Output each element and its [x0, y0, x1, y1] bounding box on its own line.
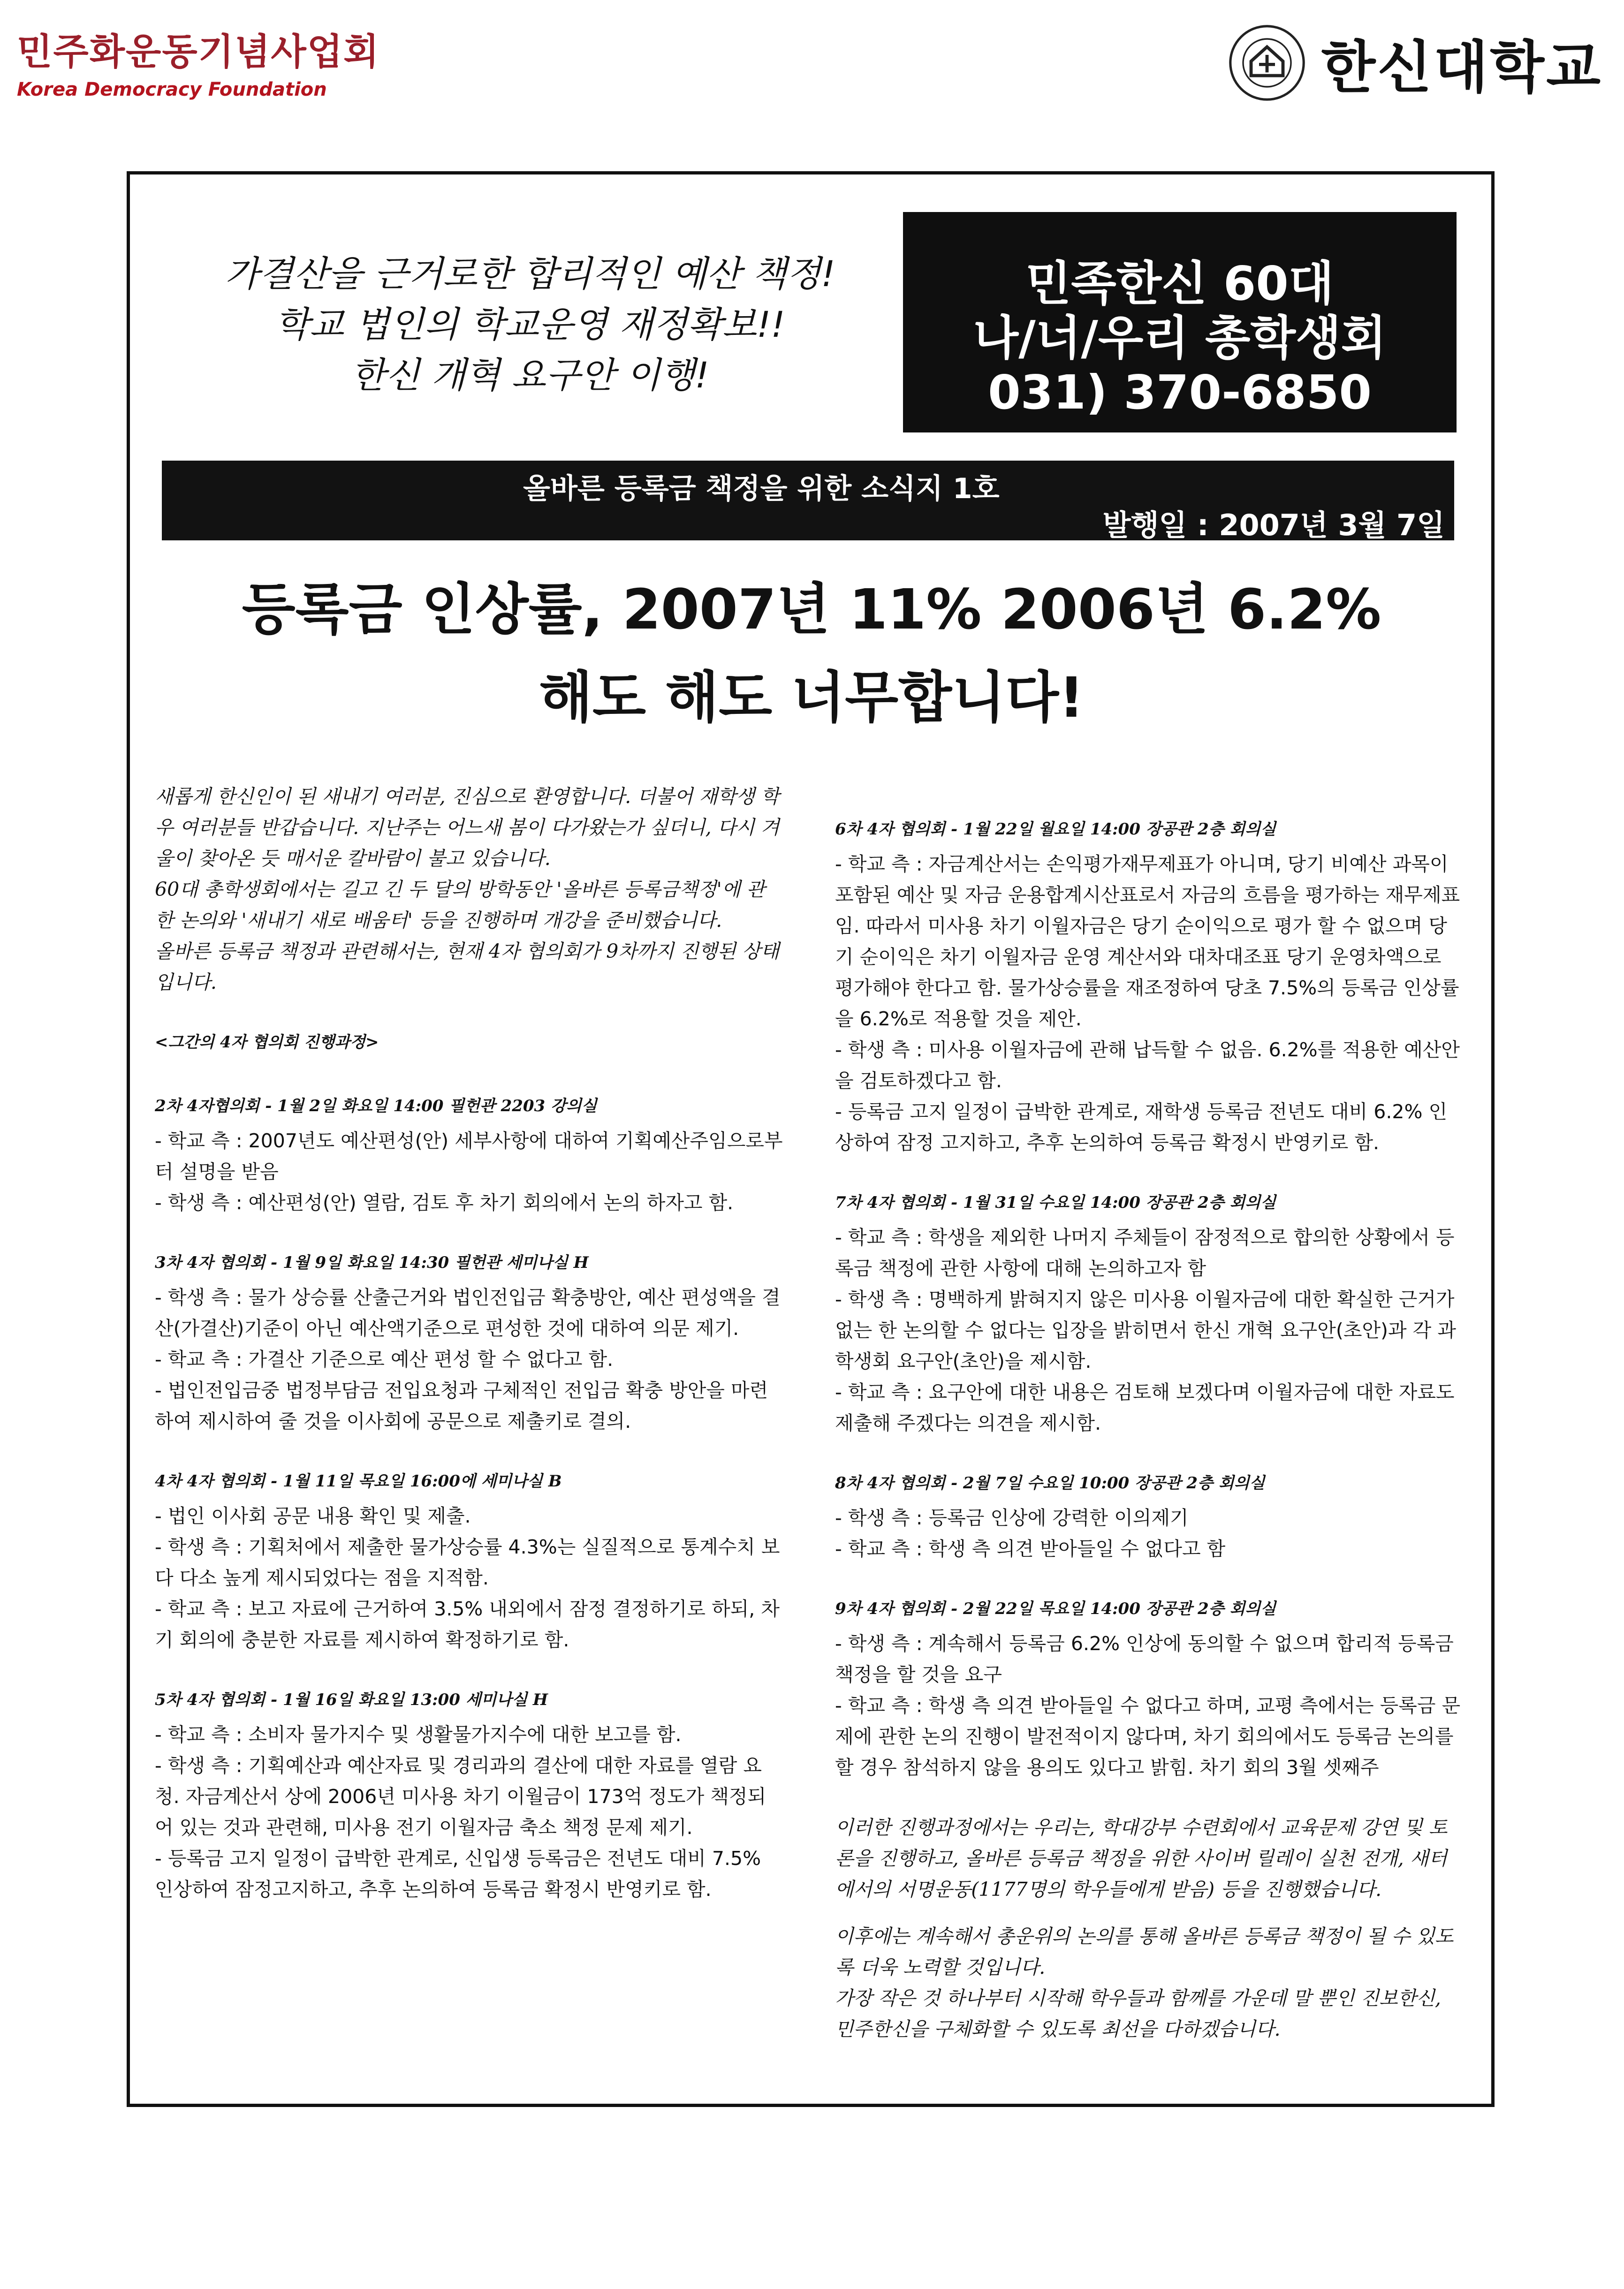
- right-logo-korean: 한신대학교: [1321, 35, 1602, 100]
- meeting-title: 2차 4자협의회 - 1월 2일 화요일 14:00 필헌관 2203 강의실: [155, 1097, 597, 1115]
- meeting-title: 9차 4자 협의회 - 2월 22일 목요일 14:00 장공관 2층 회의실: [835, 1599, 1276, 1618]
- meeting-title: 8차 4자 협의회 - 2월 7일 수요일 10:00 장공관 2층 회의실: [835, 1474, 1265, 1493]
- meeting-line: - 학교 측 : 학생 측 의견 받아들일 수 없다고 하며, 교평 측에서는 등록금 문제에 관한 논의 진행이 발전적이지 않다며, 차기 회의에서도 등록금 논의를 할 경우 참석하지 않을 용의도 있다고 밝힘. 차기 회의 3월 셋째주: [835, 1694, 1461, 1779]
- meeting-line: - 학생 측 : 미사용 이월자금에 관해 납득할 수 없음. 6.2%를 적용한 예산안을 검토하겠다고 함.: [835, 1038, 1460, 1092]
- meeting-line: - 법인 이사회 공문 내용 확인 및 제출.: [155, 1505, 471, 1527]
- council-phone: 031) 370-6850: [988, 365, 1372, 420]
- meeting-line: - 학교 측 : 요구안에 대한 내용은 검토해 보겠다며 이월자금에 대한 자료도 제출해 주겠다는 의견을 제시함.: [835, 1381, 1455, 1434]
- meeting-line: - 법인전입금중 법정부담금 전입요청과 구체적인 전입금 확충 방안을 마련하여 제시하여 줄 것을 이사회에 공문으로 제출키로 결의.: [155, 1379, 768, 1433]
- slogan-line: 가결산을 근거로한 합리적인 예산 책정!: [225, 253, 835, 295]
- meeting-line: - 학교 측 : 자금계산서는 손익평가재무제표가 아니며, 당기 비예산 과목이 포함된 예산 및 자금 운용합계시산표로서 자금의 흐름을 평가하는 재무제표임. 따라서 미사용 차기 이월자금은 당기 순이익으로 평가 할 수 없으며 당기 순이익은 차기 이월자금 운영 계산서와 대차대조표 당기 운영차액으로 평가해야 한다고 함. 물가상승률을 재조정하여 당초 7.5%의 등록금 인상률을 6.2%로 적용할 것을 제안.: [835, 853, 1460, 1030]
- headline-line: 등록금 인상률, 2007년 11% 2006년 6.2%: [242, 577, 1381, 642]
- meeting-line: - 등록금 고지 일정이 급박한 관계로, 재학생 등록금 전년도 대비 6.2% 인상하여 잠정 고지하고, 추후 논의하여 등록금 확정시 반영키로 함.: [835, 1100, 1448, 1154]
- headline-line: 해도 해도 너무합니다!: [539, 665, 1084, 730]
- slogan-line: 학교 법인의 학교운영 재정확보!!: [275, 303, 785, 345]
- council-name: 민족한신 60대: [1025, 256, 1334, 311]
- meeting-line: - 학교 측 : 2007년도 예산편성(안) 세부사항에 대하여 기획예산주임으로부터 설명을 받음: [155, 1129, 783, 1183]
- meeting-line: - 학교 측 : 보고 자료에 근거하여 3.5% 내외에서 잠정 결정하기로 하되, 차기 회의에 충분한 자료를 제시하여 확정하기로 함.: [155, 1598, 780, 1651]
- meeting-title: 7차 4자 협의회 - 1월 31일 수요일 14:00 장공관 2층 회의실: [835, 1193, 1276, 1212]
- issue-bar: [162, 461, 1454, 540]
- closing-paragraph: 이러한 진행과정에서는 우리는, 학대강부 수련회에서 교육문제 강연 및 토론을 진행하고, 올바른 등록금 책정을 위한 사이버 릴레이 실천 전개, 새터에서의 서명운동(1177명의 학우들에게 받음) 등을 진행했습니다.: [835, 1816, 1448, 1901]
- university-seal-icon: [1227, 23, 1307, 103]
- slogans: [178, 249, 882, 401]
- slogan-line: 한신 개혁 요구안 이행!: [351, 354, 709, 396]
- meeting-title: 5차 4자 협의회 - 1월 16일 화요일 13:00 세미나실 H: [155, 1690, 548, 1709]
- left-column: [155, 781, 783, 1905]
- issue-date: 발행일 : 2007년 3월 7일: [1102, 508, 1445, 542]
- meeting-line: - 학생 측 : 예산편성(안) 열람, 검토 후 차기 회의에서 논의 하자고 함.: [155, 1191, 734, 1214]
- closing-paragraph: 가장 작은 것 하나부터 시작해 학우들과 함께를 가운데 말 뿐인 진보한신, 민주한신을 구체화할 수 있도록 최선을 다하겠습니다.: [835, 1987, 1441, 2040]
- korea-democracy-foundation-logo: [17, 23, 379, 100]
- meeting-title: 3차 4자 협의회 - 1월 9일 화요일 14:30 필헌관 세미나실 H: [155, 1253, 589, 1272]
- left-logo-english: Korea Democracy Foundation: [17, 79, 327, 100]
- meeting-line: - 학생 측 : 기획처에서 제출한 물가상승률 4.3%는 실질적으로 통계수치 보다 다소 높게 제시되었다는 점을 지적함.: [155, 1536, 780, 1589]
- meeting-line: - 학생 측 : 등록금 인상에 강력한 이의제기: [835, 1507, 1189, 1529]
- meeting-line: - 학생 측 : 계속해서 등록금 6.2% 인상에 동의할 수 없으며 합리적 등록금 책정을 할 것을 요구: [835, 1632, 1454, 1686]
- meeting-line: - 학교 측 : 소비자 물가지수 및 생활물가지수에 대한 보고를 함.: [155, 1723, 682, 1746]
- headline: [141, 565, 1482, 742]
- closing-paragraph: 이후에는 계속해서 총운위의 논의를 통해 올바른 등록금 책정이 될 수 있도록 더욱 노력할 것입니다.: [835, 1925, 1454, 1978]
- meeting-line: - 학생 측 : 명백하게 밝혀지지 않은 미사용 이월자금에 대한 확실한 근거가 없는 한 논의할 수 없다는 입장을 밝히면서 한신 개혁 요구안(초안)과 각 과학생회 요구안(초안)을 제시함.: [835, 1288, 1456, 1372]
- meeting-line: - 학교 측 : 가결산 기준으로 예산 편성 할 수 없다고 함.: [155, 1348, 614, 1371]
- intro-paragraph: 새롭게 한신인이 된 새내기 여러분, 진심으로 환영합니다. 더불어 재학생 학우 여러분들 반갑습니다. 지난주는 어느새 봄이 다가왔는가 싶더니, 다시 겨울이 찾아온 듯 매서운 칼바람이 불고 있습니다.: [155, 785, 780, 870]
- student-council-box: [903, 212, 1457, 432]
- council-subtitle: 나/너/우리 총학생회: [973, 311, 1387, 365]
- process-label: <그간의 4자 협의회 진행과정>: [155, 1033, 379, 1052]
- meeting-line: - 학생 측 : 기획예산과 예산자료 및 경리과의 결산에 대한 자료를 열람 요청. 자금계산서 상에 2006년 미사용 차기 이월금이 173억 정도가 책정되어 있는 것과 관련해, 미사용 전기 이월자금 축소 책정 문제 제기.: [155, 1754, 766, 1839]
- intro-paragraph: 60대 총학생회에서는 길고 긴 두 달의 방학동안 '올바른 등록금책정'에 관한 논의와 '새내기 새로 배움터' 등을 진행하며 개강을 준비했습니다.: [155, 878, 765, 932]
- issue-title: 올바른 등록금 책정을 위한 소식지 1호: [523, 472, 1000, 505]
- meeting-line: - 학교 측 : 학생 측 의견 받아들일 수 없다고 함: [835, 1538, 1226, 1560]
- meeting-line: - 학교 측 : 학생을 제외한 나머지 주체들이 잠정적으로 합의한 상황에서 등록금 책정에 관한 사항에 대해 논의하고자 함: [835, 1226, 1455, 1280]
- meeting-line: - 학생 측 : 물가 상승률 산출근거와 법인전입금 확충방안, 예산 편성액을 결산(가결산)기준이 아닌 예산액기준으로 편성한 것에 대하여 의문 제기.: [155, 1286, 781, 1340]
- intro-paragraph: 올바른 등록금 책정과 관련해서는, 현재 4자 협의회가 9차까지 진행된 상태입니다.: [155, 940, 780, 993]
- right-column: [835, 814, 1464, 2045]
- left-logo-korean: 민주화운동기념사업회: [17, 31, 380, 73]
- meeting-title: 6차 4자 협의회 - 1월 22일 월요일 14:00 장공관 2층 회의실: [835, 820, 1276, 839]
- meeting-line: - 등록금 고지 일정이 급박한 관계로, 신입생 등록금은 전년도 대비 7.5% 인상하여 잠정고지하고, 추후 논의하여 등록금 확정시 반영키로 함.: [155, 1847, 761, 1901]
- hanshin-university-logo: [1227, 23, 1602, 103]
- meeting-title: 4차 4자 협의회 - 1월 11일 목요일 16:00에 세미나실 B: [155, 1472, 562, 1491]
